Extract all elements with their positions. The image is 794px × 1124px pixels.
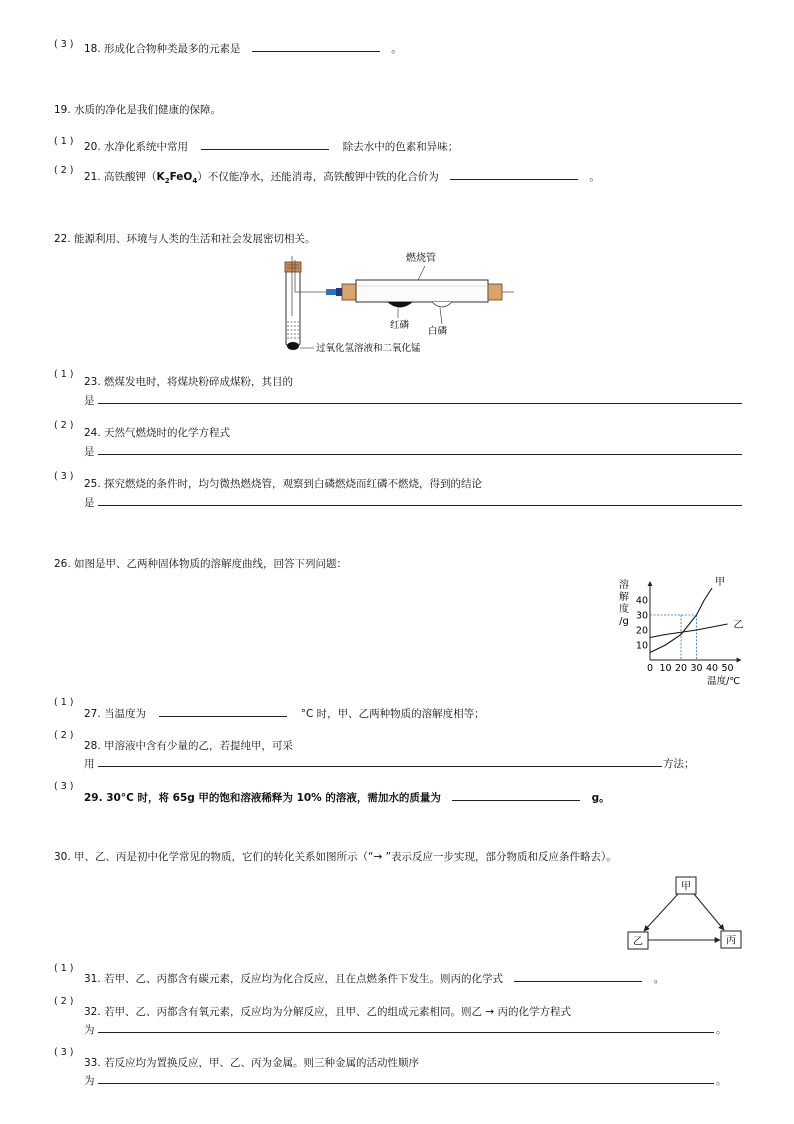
answer-blank[interactable] (252, 40, 380, 52)
manganese-dioxide (287, 342, 299, 350)
arrow-top-left (644, 894, 678, 931)
answer-blank[interactable] (450, 168, 578, 180)
answer-line[interactable] (98, 403, 742, 404)
formula-sub: 2 (164, 177, 170, 186)
question-text-tail: °C 时，甲、乙两种物质的溶解度相等； (300, 708, 485, 720)
sub-question-number: ( 2 ) (54, 420, 74, 431)
question-33: 33. 若反应均为置换反应，甲、乙、丙为金属。则三种金属的活动性顺序 (84, 1057, 420, 1069)
sub-question-number: ( 1 ) (54, 963, 74, 974)
question-25: 25. 探究燃烧的条件时，均匀微热燃烧管，观察到白磷燃烧而红磷不燃烧，得到的结论 (84, 478, 483, 490)
question-19: 19. 水质的净化是我们健康的保障。 (54, 104, 222, 116)
left-stopper (342, 284, 356, 300)
question-text: 21. 高铁酸钾（ (84, 171, 157, 183)
question-31 (84, 970, 664, 986)
question-27 (84, 705, 485, 721)
continuation: 为 (84, 1024, 95, 1036)
sub-question-number: ( 1 ) (54, 136, 74, 147)
question-20 (84, 138, 458, 154)
question-28-end: 方法； (663, 758, 695, 770)
question-text: 31. 若甲、乙、丙都含有碳元素，反应均为化合反应，且在点燃条件下发生。则丙的化学式 (84, 973, 504, 985)
x-tick-label: 50 (721, 663, 734, 674)
sub-question-number: ( 3 ) (54, 1047, 74, 1058)
label-liquid: 过氧化氢溶液和二氧化锰 (316, 343, 421, 354)
y-axis-label: 度 (619, 604, 629, 615)
question-28: 28. 甲溶液中含有少量的乙，若提纯甲，可采 (84, 740, 294, 752)
sub-question-number: ( 3 ) (54, 781, 74, 792)
right-stopper (488, 284, 502, 300)
question-text: 27. 当温度为 (84, 708, 147, 720)
y-axis-label: 解 (619, 592, 629, 603)
sub-question-number: ( 3 ) (54, 471, 74, 482)
label-tube: 燃烧管 (406, 253, 436, 264)
question-29 (84, 789, 610, 805)
punctuation: 。 (716, 1075, 727, 1087)
question-text: 18. 形成化合物种类最多的元素是 (84, 43, 241, 55)
sub-question-number: ( 1 ) (54, 369, 74, 380)
sub-question-number: ( 2 ) (54, 730, 74, 741)
y-tick-label: 20 (635, 625, 648, 637)
stopper (285, 262, 301, 272)
connector (326, 289, 336, 295)
answer-line[interactable] (98, 454, 742, 455)
y-axis-label: 溶 (619, 580, 629, 591)
answer-line[interactable] (98, 1032, 714, 1033)
formula-part: FeO (169, 171, 193, 183)
series-label: 甲 (715, 577, 725, 588)
red-phosphorus (388, 302, 412, 307)
continuation: 用 (84, 758, 95, 770)
node-right: 丙 (726, 935, 736, 947)
conversion-diagram (620, 870, 746, 954)
x-tick-label: 30 (690, 663, 703, 674)
question-26: 26. 如图是甲、乙两种固体物质的溶解度曲线，回答下列问题： (54, 558, 348, 570)
answer-blank[interactable] (514, 970, 642, 982)
node-top: 甲 (681, 881, 691, 893)
answer-line[interactable] (98, 1083, 714, 1084)
formula (156, 171, 198, 186)
white-phosphorus (432, 302, 452, 307)
label-red-phosphorus: 红磷 (390, 320, 410, 331)
sub-question-number: ( 3 ) (54, 39, 74, 50)
x-tick-label: 20 (674, 663, 688, 674)
series-line-yi (650, 624, 728, 638)
sub-question-number: ( 1 ) (54, 697, 74, 708)
question-22: 22. 能源利用、环境与人类的生活和社会发展密切相关。 (54, 233, 316, 245)
punctuation: 。 (391, 43, 402, 55)
question-30: 30. 甲、乙、丙是初中化学常见的物质，它们的转化关系如图所示（“→ ”表示反应一步实现，部分物质和反应条件略去）。 (54, 851, 617, 863)
formula-sub: 4 (192, 177, 198, 186)
continuation: 是 (84, 446, 95, 458)
y-axis-label: /g (619, 616, 629, 627)
question-24: 24. 天然气燃烧时的化学方程式 (84, 427, 231, 439)
solubility-chart (614, 576, 744, 690)
question-21 (84, 168, 600, 185)
answer-blank[interactable] (452, 789, 580, 801)
series-label: 乙 (733, 620, 744, 631)
question-text: 29. 30°C 时，将 65g 甲的饱和溶液稀释为 10% 的溶液，需加水的质量为 (84, 792, 441, 804)
question-32: 32. 若甲、乙、丙都含有氧元素，反应均为分解反应，且甲、乙的组成元素相同。则乙 → 丙的化学方程式 (84, 1006, 572, 1018)
continuation: 是 (84, 395, 95, 407)
question-text: ）不仅能净水，还能消毒，高铁酸钾中铁的化合价为 (197, 171, 439, 183)
test-tube (286, 272, 300, 348)
question-23: 23. 燃煤发电时，将煤块粉碎成煤粉，其目的 (84, 376, 294, 388)
y-tick-label: 40 (635, 595, 648, 607)
x-axis-label: 温度/℃ (707, 676, 740, 687)
punctuation: 。 (716, 1024, 727, 1036)
unit: g。 (591, 792, 610, 804)
answer-blank[interactable] (159, 705, 287, 717)
x-tick-label: 40 (705, 663, 719, 674)
formula-part: K (156, 171, 165, 183)
x-tick-label: 0 (646, 663, 654, 674)
question-text-tail: 除去水中的色素和异味； (342, 141, 459, 153)
sub-question-number: ( 2 ) (54, 996, 74, 1007)
answer-line[interactable] (98, 766, 662, 767)
node-left: 乙 (633, 936, 643, 948)
answer-blank[interactable] (201, 138, 329, 150)
arrow-top-right (694, 894, 724, 930)
y-tick-label: 10 (635, 640, 648, 652)
punctuation: 。 (589, 171, 600, 183)
continuation: 是 (84, 497, 95, 509)
combustion-tube (356, 280, 488, 302)
punctuation: 。 (653, 973, 665, 985)
y-tick-label: 30 (635, 610, 648, 622)
continuation: 为 (84, 1075, 95, 1087)
label-white-phosphorus: 白磷 (428, 326, 448, 337)
question-text: 20. 水净化系统中常用 (84, 141, 189, 153)
combustion-apparatus-figure (270, 246, 530, 358)
sub-question-number: ( 2 ) (54, 165, 74, 176)
x-tick-label: 10 (659, 663, 672, 674)
question-18 (84, 40, 402, 56)
answer-line[interactable] (98, 505, 742, 506)
